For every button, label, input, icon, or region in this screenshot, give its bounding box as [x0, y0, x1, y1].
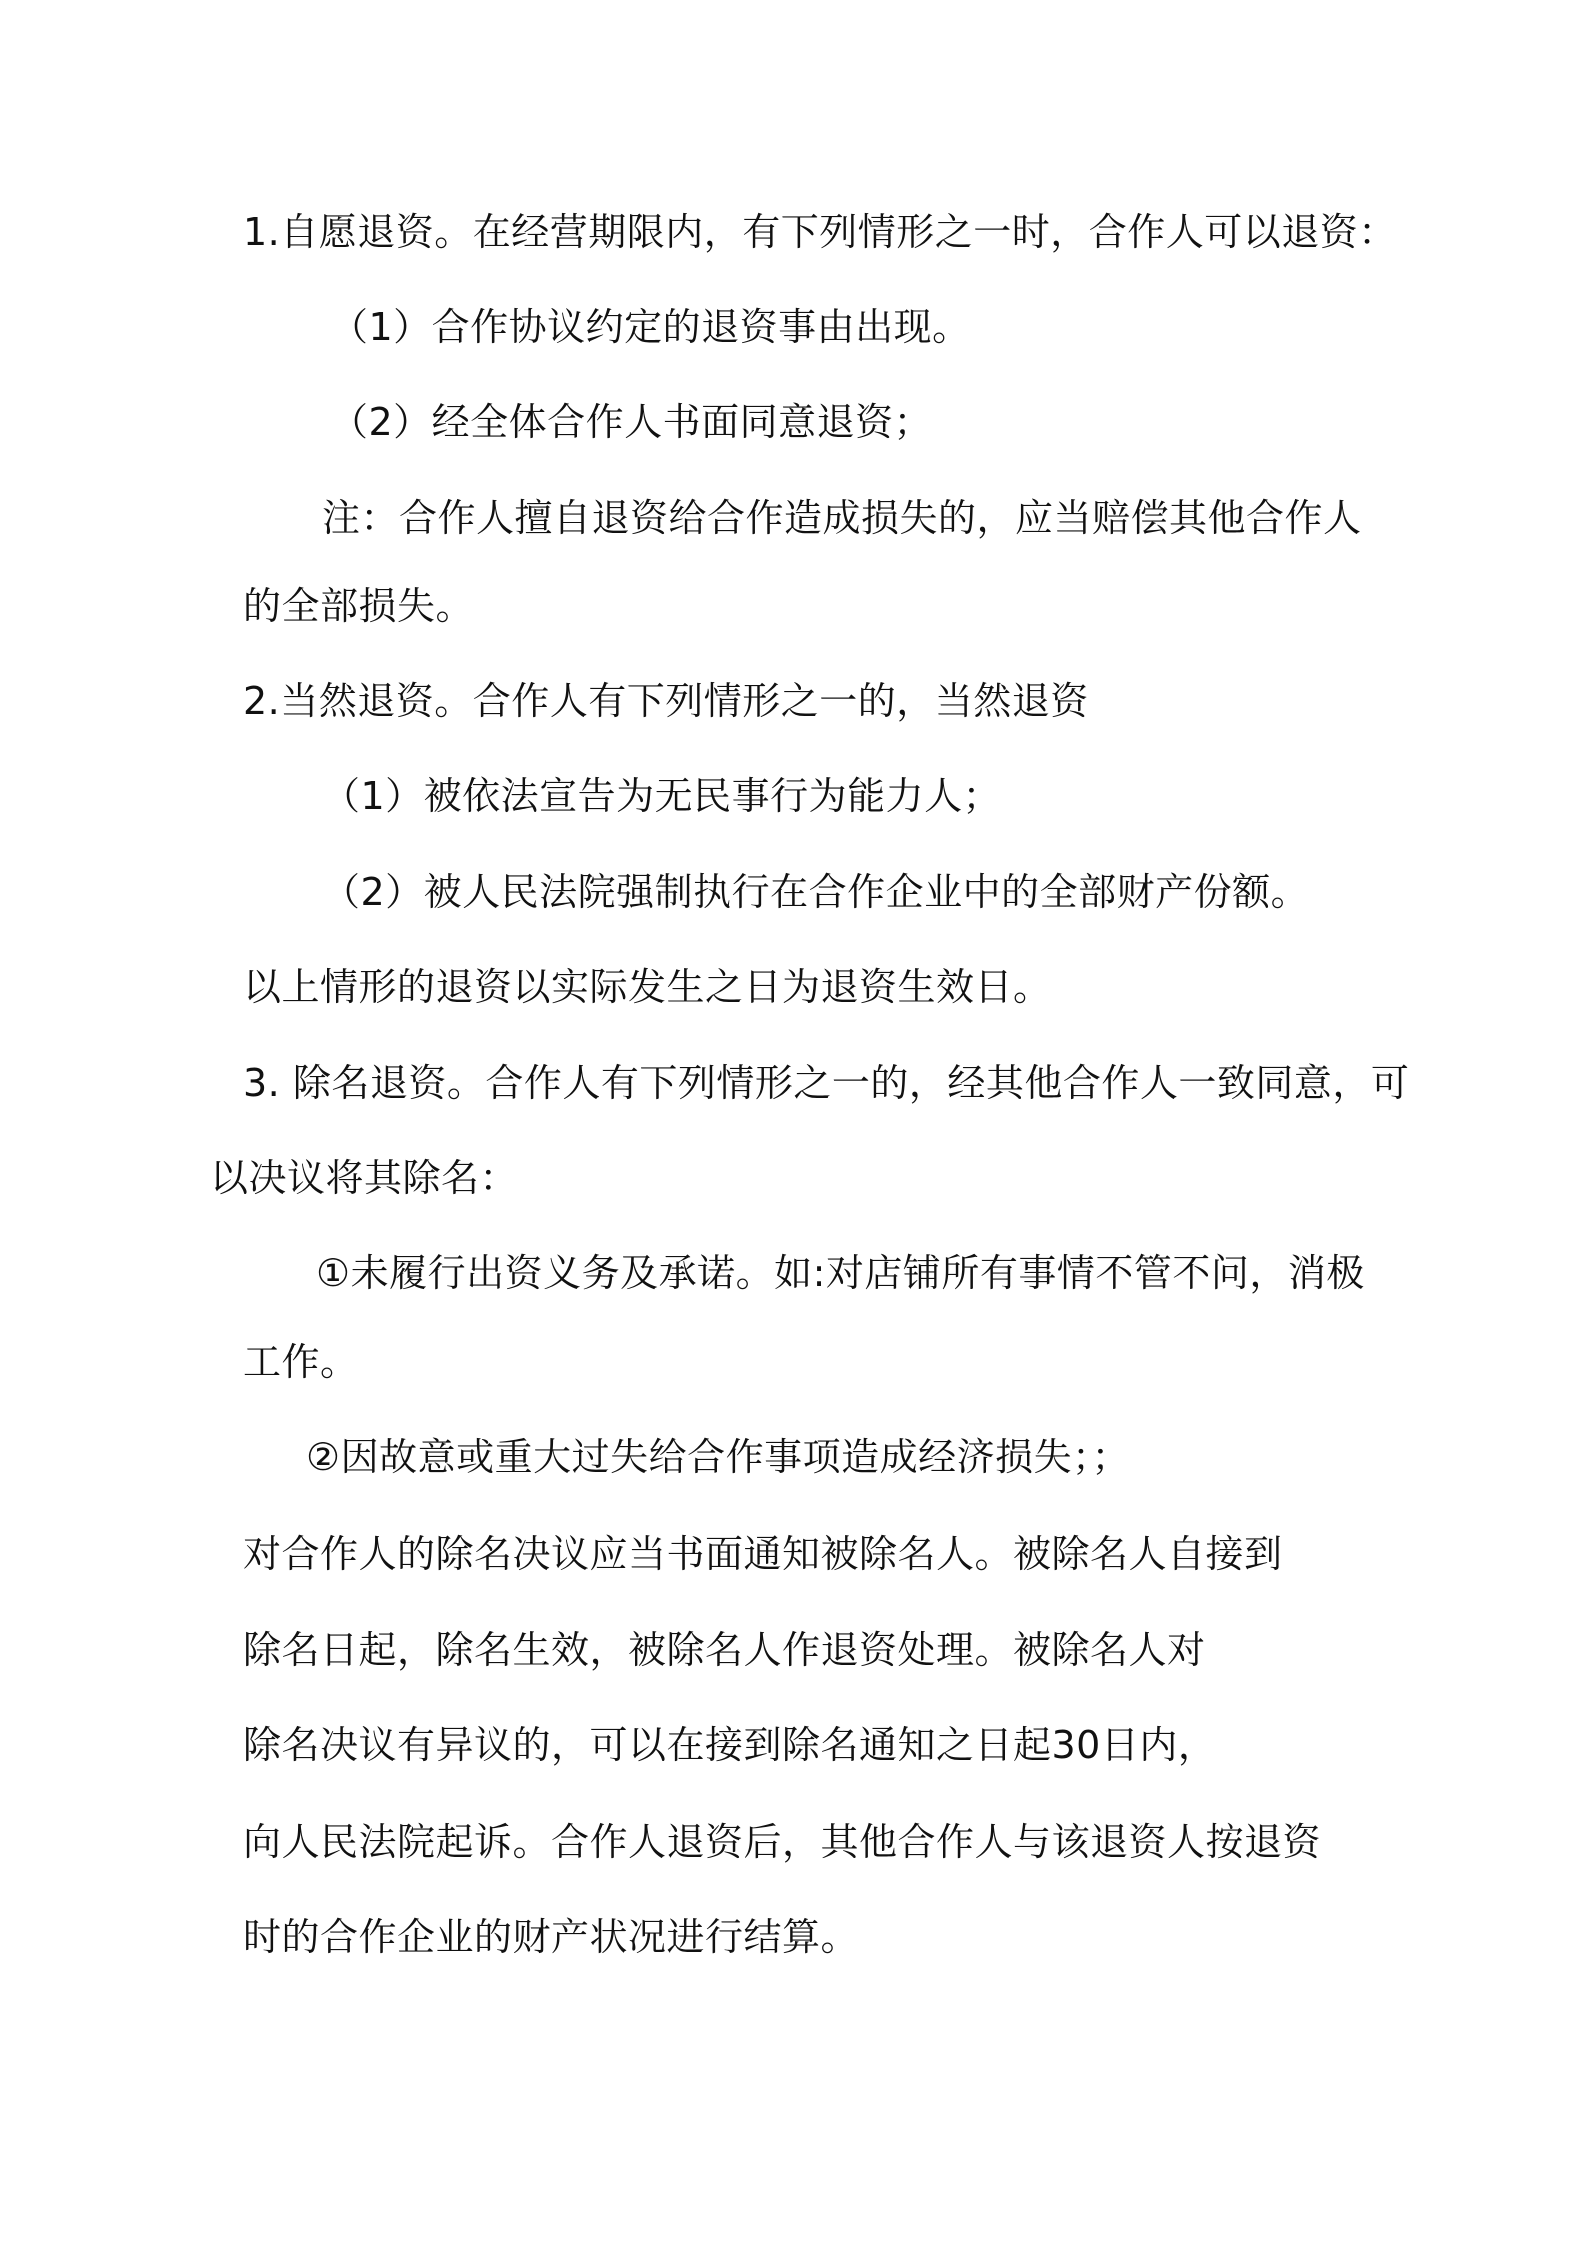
clause-1-note: 注：合作人擅自退资给合作造成损失的，应当赔偿其他合作人	[322, 496, 1362, 540]
clause-3-item-2: ②因故意或重大过失给合作事项造成经济损失；；	[306, 1435, 1131, 1479]
clause-3-para-5: 时的合作企业的财产状况进行结算。	[243, 1915, 860, 1959]
clause-3-para-2: 除名日起，除名生效，被除名人作退资处理。被除名人对	[243, 1628, 1206, 1672]
clause-3-heading-cont: 以决议将其除名：	[210, 1156, 519, 1200]
clause-2-summary: 以上情形的退资以实际发生之日为退资生效日。	[243, 965, 1052, 1009]
clause-2-heading: 2.当然退资。合作人有下列情形之一的，当然退资	[243, 679, 1089, 723]
clause-3-para-1: 对合作人的除名决议应当书面通知被除名人。被除名人自接到	[243, 1532, 1283, 1576]
clause-3-para-3: 除名决议有异议的，可以在接到除名通知之日起30日内，	[243, 1723, 1217, 1767]
clause-3-heading: 3. 除名退资。合作人有下列情形之一的，经其他合作人一致同意，可	[243, 1061, 1410, 1105]
clause-1-note-cont: 的全部损失。	[243, 584, 475, 628]
clause-1-item-2: （2）经全体合作人书面同意退资；	[330, 400, 933, 444]
clause-1-heading: 1.自愿退资。在经营期限内，有下列情形之一时，合作人可以退资：	[243, 210, 1397, 254]
clause-3-item-1: ①未履行出资义务及承诺。如:对店铺所有事情不管不问，消极	[316, 1251, 1365, 1295]
clause-2-item-1: （1）被依法宣告为无民事行为能力人；	[322, 774, 1002, 818]
clause-3-para-4: 向人民法院起诉。合作人退资后，其他合作人与该退资人按退资	[243, 1820, 1322, 1864]
clause-1-item-1: （1）合作协议约定的退资事由出现。	[330, 305, 971, 349]
clause-2-item-2: （2）被人民法院强制执行在合作企业中的全部财产份额。	[322, 870, 1310, 914]
clause-3-item-1-cont: 工作。	[243, 1340, 359, 1384]
